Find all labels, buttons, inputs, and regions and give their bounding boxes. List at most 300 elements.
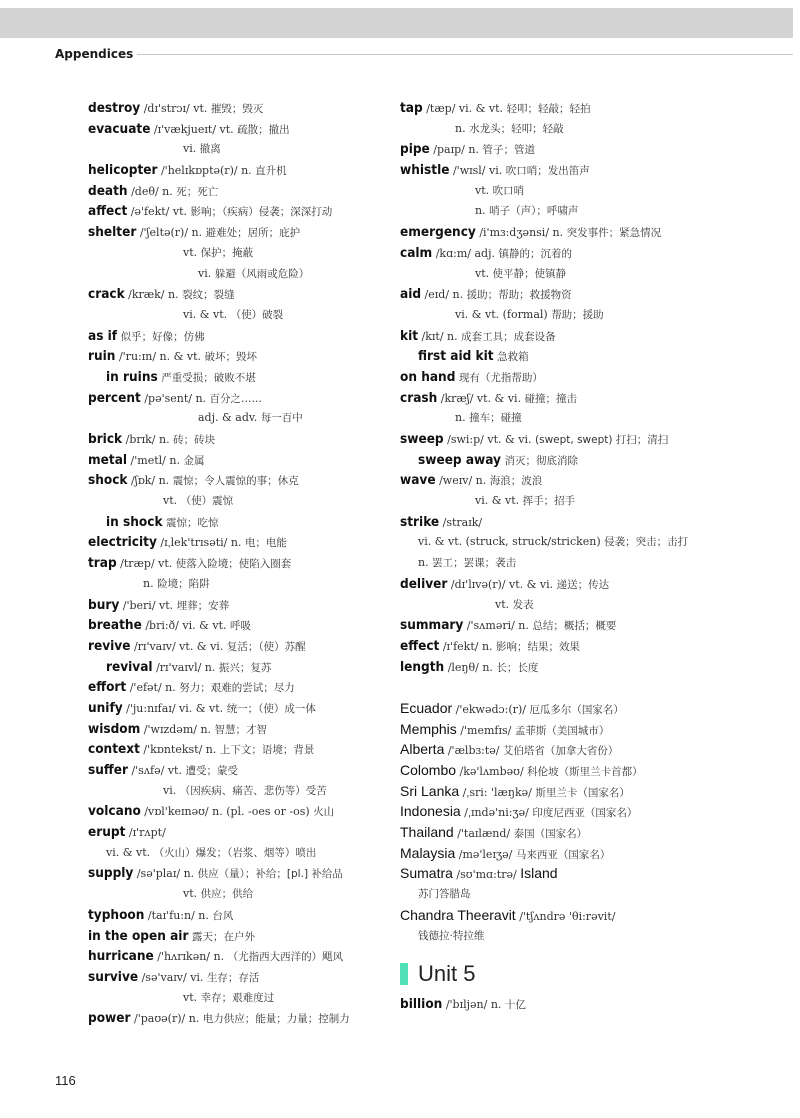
chinese-definition: 水龙头；轻叩；轻敲 bbox=[469, 122, 564, 135]
chinese-definition: 复活；（使）苏醒 bbox=[226, 640, 306, 653]
chinese-definition: 台风 bbox=[212, 909, 234, 922]
glossary-entry bbox=[400, 739, 705, 760]
glossary-entry bbox=[88, 946, 388, 967]
chinese-definition: 幸存；艰难度过 bbox=[200, 991, 275, 1004]
chinese-definition: 百分之…… bbox=[209, 392, 263, 405]
glossary-entry bbox=[88, 388, 388, 409]
phonetic-and-pos: vt. bbox=[495, 597, 513, 611]
chinese-definition: 险境；陷阱 bbox=[157, 577, 210, 590]
glossary-entry bbox=[400, 450, 705, 471]
chinese-definition: 使平静；使镇静 bbox=[492, 267, 567, 280]
chinese-definition: 厄瓜多尔（国家名） bbox=[529, 703, 624, 716]
headword: bury bbox=[88, 596, 120, 613]
glossary-entry bbox=[88, 781, 388, 802]
glossary-entry bbox=[400, 139, 705, 160]
phonetic-and-pos: /'ælbɜ:tə/ bbox=[444, 744, 503, 758]
chinese-definition: 斯里兰卡（国家名） bbox=[535, 786, 630, 799]
headword: supply bbox=[88, 865, 134, 882]
glossary-entry bbox=[88, 574, 388, 595]
place-name: Thailand bbox=[400, 824, 454, 841]
phonetic-and-pos: /'wɪzdəm/ n. bbox=[140, 722, 215, 736]
unit-heading bbox=[400, 954, 705, 994]
phonetic-and-pos: /brɪk/ n. bbox=[122, 433, 174, 446]
glossary-entry bbox=[88, 139, 388, 160]
chinese-definition: (swept, swept) 打扫；清扫 bbox=[535, 434, 669, 446]
phonetic-and-pos: /træp/ vt. bbox=[116, 557, 176, 571]
phonetic-and-pos: /'metl/ n. bbox=[127, 453, 184, 467]
phonetic-and-pos: /'ʃeltə(r)/ n. bbox=[136, 226, 206, 240]
chinese-definition: 吹口哨 bbox=[492, 184, 525, 197]
phonetic-and-pos: /kɑ:m/ adj. bbox=[432, 246, 499, 260]
spacer bbox=[400, 677, 705, 698]
glossary-entry bbox=[400, 760, 705, 781]
chinese-definition: 科伦坡（斯里兰卡首都） bbox=[527, 766, 643, 778]
headword: erupt bbox=[88, 824, 126, 841]
glossary-entry bbox=[88, 698, 388, 719]
headword: on hand bbox=[400, 368, 456, 385]
glossary-entry bbox=[400, 926, 705, 947]
glossary-entry bbox=[88, 801, 388, 822]
headword: length bbox=[400, 658, 445, 675]
chinese-definition: 马来西亚（国家名） bbox=[515, 848, 611, 861]
chinese-definition: 撞车；碰撞 bbox=[469, 412, 522, 425]
headword: unify bbox=[88, 699, 123, 716]
glossary-entry bbox=[400, 863, 705, 884]
headword: hurricane bbox=[88, 948, 154, 965]
glossary-entry bbox=[400, 160, 705, 181]
glossary-entry bbox=[400, 615, 705, 636]
phonetic-and-pos: /'hʌrɪkən/ n. bbox=[153, 950, 228, 964]
phonetic-and-pos: /ɪ'rʌpt/ bbox=[125, 826, 166, 840]
chinese-definition: 使落入险境；使陷入圈套 bbox=[175, 558, 292, 571]
phonetic-and-pos: vt. bbox=[183, 990, 201, 1004]
phonetic-and-pos: /kɪt/ n. bbox=[418, 329, 462, 343]
chinese-definition: 摧毁；毁灭 bbox=[210, 103, 264, 115]
phonetic-and-pos: /'ju:nɪfaɪ/ vi. & vt. bbox=[122, 701, 227, 715]
headword: volcano bbox=[88, 803, 141, 820]
phonetic-and-pos: /pə'sent/ n. bbox=[140, 391, 210, 405]
phonetic-and-pos: /'wɪsl/ vi. bbox=[449, 164, 506, 178]
phonetic-and-pos: vi. & vt. bbox=[183, 307, 231, 321]
glossary-entry bbox=[400, 429, 705, 450]
headword: survive bbox=[88, 968, 139, 985]
place-name: Sri Lanka bbox=[400, 782, 460, 799]
chinese-definition: 发表 bbox=[512, 598, 534, 611]
glossary-entry bbox=[400, 994, 705, 1015]
phonetic-and-pos: /'efət/ n. bbox=[126, 681, 180, 695]
phonetic-and-pos: /'kɒntekst/ n. bbox=[139, 743, 220, 757]
chinese-definition: 震惊；令人震惊的事；休克 bbox=[172, 475, 299, 488]
chinese-definition: 总结；概括；概要 bbox=[532, 620, 617, 633]
phonetic-and-pos: /rɪ'vaɪvl/ n. bbox=[152, 660, 219, 674]
headword: whistle bbox=[400, 162, 450, 179]
chinese-definition: 海浪；波浪 bbox=[489, 475, 543, 488]
glossary-entry bbox=[400, 781, 705, 802]
glossary-entry bbox=[400, 264, 705, 285]
glossary-entry bbox=[88, 760, 388, 781]
glossary-entry bbox=[400, 512, 705, 533]
phonetic-and-pos: /deθ/ n. bbox=[127, 184, 177, 198]
phonetic-and-pos: /'bɪljən/ n. bbox=[442, 998, 505, 1012]
phonetic-and-pos: /rɪ'vaɪv/ vt. & vi. bbox=[130, 639, 227, 653]
headword: aid bbox=[400, 286, 422, 303]
chinese-definition: 裂纹；裂缝 bbox=[182, 289, 235, 302]
phonetic-and-pos: /'tʃʌndrə 'θi:rəvit/ bbox=[515, 909, 616, 923]
phonetic-and-pos: /ˌɪndə'ni:ʒə/ bbox=[460, 806, 533, 820]
phonetic-and-pos: /paɪp/ n. bbox=[429, 143, 483, 157]
glossary-entry bbox=[88, 677, 388, 698]
chinese-definition: 成套工具；成套设备 bbox=[461, 330, 556, 343]
headword: revive bbox=[88, 637, 131, 654]
phonetic-and-pos: /sʊ'mɑ:trə/ bbox=[452, 868, 521, 882]
glossary-entry bbox=[400, 719, 705, 740]
glossary-entry bbox=[88, 719, 388, 740]
phonetic-and-pos: /mə'leɪʒə/ bbox=[455, 847, 516, 861]
glossary-entry bbox=[88, 326, 388, 347]
headword: summary bbox=[400, 617, 464, 634]
glossary-entry bbox=[400, 98, 705, 119]
glossary-entry bbox=[400, 595, 705, 616]
phonetic-and-pos: n. bbox=[455, 121, 470, 135]
glossary-entry bbox=[400, 367, 705, 388]
chinese-definition: 撤离 bbox=[199, 143, 221, 156]
glossary-entry bbox=[88, 160, 388, 181]
phonetic-and-pos: /kə'lʌmbəʊ/ bbox=[456, 765, 528, 778]
phonetic-and-pos: vt. bbox=[475, 266, 493, 280]
glossary-entry bbox=[400, 574, 705, 595]
glossary-entry bbox=[88, 1008, 388, 1029]
phonetic-and-pos: n. bbox=[143, 576, 158, 590]
phonetic-and-pos: /sə'plaɪ/ n. bbox=[133, 867, 198, 881]
glossary-entry bbox=[88, 284, 388, 305]
page-number: 116 bbox=[55, 1073, 76, 1088]
phonetic-and-pos: vi. & vt. bbox=[475, 494, 523, 508]
phonetic-and-pos: /straɪk/ bbox=[439, 515, 483, 529]
headword: sweep bbox=[400, 431, 444, 447]
headword: deliver bbox=[400, 575, 448, 592]
headword: trap bbox=[88, 555, 117, 572]
glossary-entry bbox=[88, 264, 388, 285]
glossary-entry bbox=[88, 429, 388, 450]
glossary-entry bbox=[400, 553, 705, 574]
phonetic-and-pos: /dɪ'lɪvə(r)/ vt. & vi. bbox=[447, 577, 557, 591]
glossary-entry bbox=[400, 243, 705, 264]
phonetic-and-pos: /swi:p/ vt. & vi. bbox=[443, 433, 535, 446]
glossary-entry bbox=[400, 284, 705, 305]
chinese-definition: 智慧；才智 bbox=[214, 723, 268, 736]
headword: effort bbox=[88, 679, 127, 696]
chinese-definition: 疏散；撤出 bbox=[237, 123, 290, 136]
chinese-definition: 躲避（风雨或危险） bbox=[214, 267, 310, 280]
glossary-entry bbox=[88, 512, 388, 533]
glossary-entry bbox=[88, 346, 388, 367]
glossary-entry bbox=[88, 595, 388, 616]
place-name: Alberta bbox=[400, 741, 445, 758]
glossary-entry bbox=[400, 698, 705, 719]
phonetic-and-pos: vt. bbox=[475, 183, 493, 197]
place-name: Chandra Theeravit bbox=[400, 906, 516, 923]
phonetic-and-pos: vi. & vt. (formal) bbox=[455, 307, 552, 321]
phonetic-and-pos: vi. & vt. bbox=[106, 845, 154, 859]
headword: evacuate bbox=[88, 120, 151, 137]
phonetic-and-pos: vi. bbox=[163, 783, 180, 797]
headword: breathe bbox=[88, 617, 142, 634]
chinese-definition: 轻叩；轻敲；轻拍 bbox=[506, 103, 591, 115]
glossary-entry bbox=[400, 181, 705, 202]
chinese-definition: 振兴；复苏 bbox=[218, 661, 272, 674]
phonetic-and-pos: /tæp/ vi. & vt. bbox=[422, 102, 507, 115]
glossary-entry bbox=[88, 305, 388, 326]
headword: crash bbox=[400, 389, 438, 406]
phonetic-and-pos: /weɪv/ n. bbox=[435, 474, 490, 488]
glossary-entry bbox=[400, 801, 705, 822]
phonetic-and-pos: n. bbox=[418, 556, 433, 570]
phonetic-and-pos: /'paʊə(r)/ n. bbox=[130, 1012, 203, 1026]
chinese-definition: 艾伯塔省（加拿大省份） bbox=[502, 745, 619, 758]
left-column bbox=[88, 98, 388, 1029]
headword: sweep away bbox=[418, 451, 501, 468]
headword: helicopter bbox=[88, 162, 158, 179]
chinese-definition: 金属 bbox=[183, 454, 205, 467]
phonetic-and-pos: adj. & adv. bbox=[198, 411, 261, 425]
chinese-definition: 哨子（声）；呼啸声 bbox=[489, 205, 579, 218]
glossary-entry bbox=[400, 222, 705, 243]
headword: billion bbox=[400, 996, 443, 1013]
glossary-entry bbox=[88, 863, 388, 884]
chinese-definition: 直升机 bbox=[255, 165, 287, 178]
glossary-entry bbox=[88, 243, 388, 264]
headword: shelter bbox=[88, 224, 137, 241]
glossary-entry bbox=[400, 326, 705, 347]
headword: context bbox=[88, 741, 140, 758]
glossary-entry bbox=[88, 739, 388, 760]
glossary-entry bbox=[400, 470, 705, 491]
chinese-definition: （尤指西大西洋的）飓风 bbox=[227, 951, 344, 964]
glossary-entry bbox=[88, 181, 388, 202]
chinese-definition: 钱德拉·特拉维 bbox=[418, 929, 485, 942]
glossary-entry bbox=[88, 491, 388, 512]
place-name: Memphis bbox=[400, 720, 457, 737]
headword: as if bbox=[88, 327, 118, 344]
chinese-definition: 统一；（使）成一体 bbox=[226, 702, 316, 715]
phonetic-and-pos: /ɪ'vækjueɪt/ vt. bbox=[150, 122, 238, 136]
glossary-entry bbox=[400, 843, 705, 864]
glossary-entry bbox=[88, 553, 388, 574]
glossary-entry bbox=[88, 450, 388, 471]
glossary-entry bbox=[400, 822, 705, 843]
chinese-definition: 管子；管道 bbox=[482, 144, 535, 157]
glossary-entry bbox=[400, 388, 705, 409]
headword: affect bbox=[88, 203, 128, 220]
chinese-definition: （火山）爆发；（岩浆、烟等）喷出 bbox=[153, 846, 317, 859]
glossary-entry bbox=[88, 532, 388, 553]
chinese-definition: 似乎；好像；仿佛 bbox=[120, 330, 205, 343]
glossary-entry bbox=[400, 201, 705, 222]
chinese-definition: 呼吸 bbox=[230, 620, 252, 633]
glossary-entry bbox=[400, 636, 705, 657]
running-header: Appendices bbox=[55, 47, 134, 61]
glossary-entry bbox=[400, 346, 705, 367]
chinese-definition: 侵袭；突击；击打 bbox=[604, 536, 689, 549]
chinese-definition: 避难处；居所；庇护 bbox=[205, 227, 301, 240]
glossary-entry bbox=[88, 201, 388, 222]
glossary-entry bbox=[88, 470, 388, 491]
glossary-entry bbox=[88, 636, 388, 657]
headword: pipe bbox=[400, 141, 430, 158]
phonetic-and-pos: /vɒl'keɪnəʊ/ n. (pl. -oes or -os) bbox=[140, 805, 314, 819]
chinese-definition: 供应；供给 bbox=[200, 888, 254, 901]
chinese-definition: 十亿 bbox=[504, 999, 526, 1012]
place-name: Sumatra bbox=[400, 865, 453, 882]
glossary-entry bbox=[88, 98, 388, 119]
chinese-definition: 印度尼西亚（国家名） bbox=[532, 807, 638, 820]
phonetic-and-pos: vi. bbox=[183, 142, 200, 156]
chinese-definition: 镇静的；沉着的 bbox=[498, 247, 572, 260]
chinese-definition: 电力供应；能量；力量；控制力 bbox=[202, 1013, 350, 1026]
glossary-entry bbox=[400, 491, 705, 512]
chinese-definition: 现有（尤指帮助） bbox=[458, 371, 543, 384]
glossary-entry bbox=[88, 988, 388, 1009]
chinese-definition: 突发事件；紧急情况 bbox=[566, 227, 662, 240]
phonetic-and-pos: /'taɪlænd/ bbox=[453, 827, 514, 841]
phonetic-and-pos: /kræk/ n. bbox=[124, 288, 183, 302]
chinese-definition: 长；长度 bbox=[496, 661, 539, 674]
headword: effect bbox=[400, 637, 440, 654]
phonetic-and-pos: /bri:ð/ vi. & vt. bbox=[141, 619, 231, 633]
glossary-entry bbox=[88, 967, 388, 988]
headword: destroy bbox=[88, 100, 141, 116]
headword: strike bbox=[400, 513, 440, 530]
chinese-definition: 破坏；毁坏 bbox=[204, 351, 258, 364]
place-name: Colombo bbox=[400, 762, 457, 778]
phonetic-and-pos: vt. bbox=[163, 494, 181, 508]
chinese-definition: 电；电能 bbox=[244, 537, 287, 550]
chinese-definition: 影响；结果；效果 bbox=[496, 640, 581, 653]
glossary-entry bbox=[88, 615, 388, 636]
headword: wisdom bbox=[88, 720, 141, 737]
phonetic-and-pos: /dɪ'strɔɪ/ vt. bbox=[140, 102, 211, 115]
phonetic-and-pos: vi. bbox=[198, 266, 215, 280]
chinese-definition: 露天；在户外 bbox=[191, 930, 255, 943]
chinese-definition: 每一百中 bbox=[260, 412, 303, 425]
phonetic-and-pos: /kræʃ/ vt. & vi. bbox=[437, 391, 525, 405]
glossary-entry bbox=[400, 532, 705, 553]
phonetic-and-pos: /leŋθ/ n. bbox=[444, 660, 497, 674]
chinese-definition: 帮助；援助 bbox=[551, 308, 604, 321]
place-name: Ecuador bbox=[400, 699, 453, 716]
chinese-definition: 埋葬；安葬 bbox=[176, 599, 230, 612]
chinese-definition: 挥手；招手 bbox=[522, 495, 576, 508]
phonetic-and-pos: /'ru:ɪn/ n. & vt. bbox=[115, 350, 205, 364]
glossary-entry bbox=[400, 119, 705, 140]
phonetic-and-pos: n. bbox=[475, 204, 490, 218]
phonetic-and-pos: /eɪd/ n. bbox=[421, 288, 467, 302]
right-column bbox=[400, 98, 705, 1015]
chinese-definition: （使）破裂 bbox=[230, 308, 284, 321]
glossary-entry bbox=[400, 884, 705, 905]
glossary-entry bbox=[88, 822, 388, 843]
headword: first aid kit bbox=[418, 348, 494, 365]
chinese-definition: 吹口哨；发出笛声 bbox=[505, 165, 590, 178]
headword: brick bbox=[88, 431, 123, 447]
phonetic-and-pos: /'memfɪs/ bbox=[456, 723, 515, 737]
phonetic-and-pos: /'ekwədɔ:(r)/ bbox=[452, 702, 530, 716]
chinese-definition: 砖；砖块 bbox=[173, 434, 216, 446]
place-name: Island bbox=[520, 865, 558, 882]
unit-accent-bar bbox=[400, 963, 408, 985]
headword: calm bbox=[400, 244, 433, 261]
chinese-definition: 努力；艰难的尝试；尽力 bbox=[179, 682, 295, 695]
unit-title: Unit 5 bbox=[418, 961, 476, 987]
phonetic-and-pos: n. bbox=[455, 411, 470, 425]
phonetic-and-pos: /ɪˌlek'trɪsəti/ n. bbox=[156, 536, 245, 550]
glossary-entry bbox=[88, 367, 388, 388]
glossary-entry bbox=[400, 408, 705, 429]
phonetic-and-pos: /ɪ'fekt/ n. bbox=[439, 639, 497, 653]
glossary-entry bbox=[88, 884, 388, 905]
phonetic-and-pos: /'helɪkɒptə(r)/ n. bbox=[157, 164, 256, 178]
chinese-definition: （因疾病、痛苦、悲伤等）受苦 bbox=[179, 784, 327, 797]
chinese-definition: 泰国（国家名） bbox=[513, 828, 588, 841]
chinese-definition: 苏门答腊岛 bbox=[418, 888, 471, 901]
headword: in the open air bbox=[88, 927, 189, 944]
headword: crack bbox=[88, 286, 125, 303]
headword: emergency bbox=[400, 224, 476, 241]
glossary-entry bbox=[88, 119, 388, 140]
headword: in ruins bbox=[106, 368, 158, 385]
chinese-definition: 急救箱 bbox=[497, 351, 529, 364]
phonetic-and-pos: /ˌsri: 'læŋkə/ bbox=[459, 785, 536, 799]
place-name: Malaysia bbox=[400, 844, 456, 861]
phonetic-and-pos: vi. & vt. (struck, struck/stricken) bbox=[418, 535, 605, 549]
chinese-definition: 上下文；语境；背景 bbox=[219, 744, 315, 757]
glossary-entry bbox=[400, 657, 705, 678]
chinese-definition: （使）震惊 bbox=[180, 495, 234, 508]
phonetic-and-pos: /'sʌməri/ n. bbox=[463, 619, 533, 633]
glossary-entry bbox=[88, 222, 388, 243]
headword: revival bbox=[106, 658, 153, 675]
phonetic-and-pos: /'beri/ vt. bbox=[119, 598, 177, 612]
phonetic-and-pos: /'sʌfə/ vt. bbox=[127, 764, 186, 777]
chinese-definition: 死；死亡 bbox=[176, 185, 219, 198]
headword: suffer bbox=[88, 762, 128, 778]
phonetic-and-pos: vt. bbox=[183, 245, 201, 259]
phonetic-and-pos: /sə'vaɪv/ vi. bbox=[138, 970, 207, 984]
headword: kit bbox=[400, 327, 419, 344]
phonetic-and-pos: /ʃɒk/ n. bbox=[127, 474, 173, 488]
phonetic-and-pos: vt. bbox=[183, 887, 201, 901]
glossary-entry bbox=[400, 305, 705, 326]
header-rule bbox=[137, 54, 793, 55]
chinese-definition: 消灭；彻底消除 bbox=[504, 454, 578, 467]
chinese-definition: 罢工；罢课；袭击 bbox=[432, 557, 517, 570]
chinese-definition: 生存；存活 bbox=[206, 971, 260, 984]
headword: tap bbox=[400, 100, 423, 116]
chinese-definition: 遭受；蒙受 bbox=[185, 765, 238, 777]
headword: in shock bbox=[106, 513, 163, 530]
place-name: Indonesia bbox=[400, 803, 461, 820]
headword: electricity bbox=[88, 534, 157, 551]
headword: typhoon bbox=[88, 906, 145, 923]
phonetic-and-pos: /taɪ'fu:n/ n. bbox=[144, 908, 213, 922]
headword: shock bbox=[88, 472, 128, 489]
chinese-definition: 递送；传达 bbox=[556, 578, 610, 591]
chinese-definition: 严重受损；破败不堪 bbox=[161, 371, 256, 384]
top-band bbox=[0, 8, 793, 38]
glossary-entry bbox=[400, 905, 705, 926]
headword: percent bbox=[88, 389, 141, 406]
chinese-definition: 震惊；吃惊 bbox=[166, 516, 219, 529]
